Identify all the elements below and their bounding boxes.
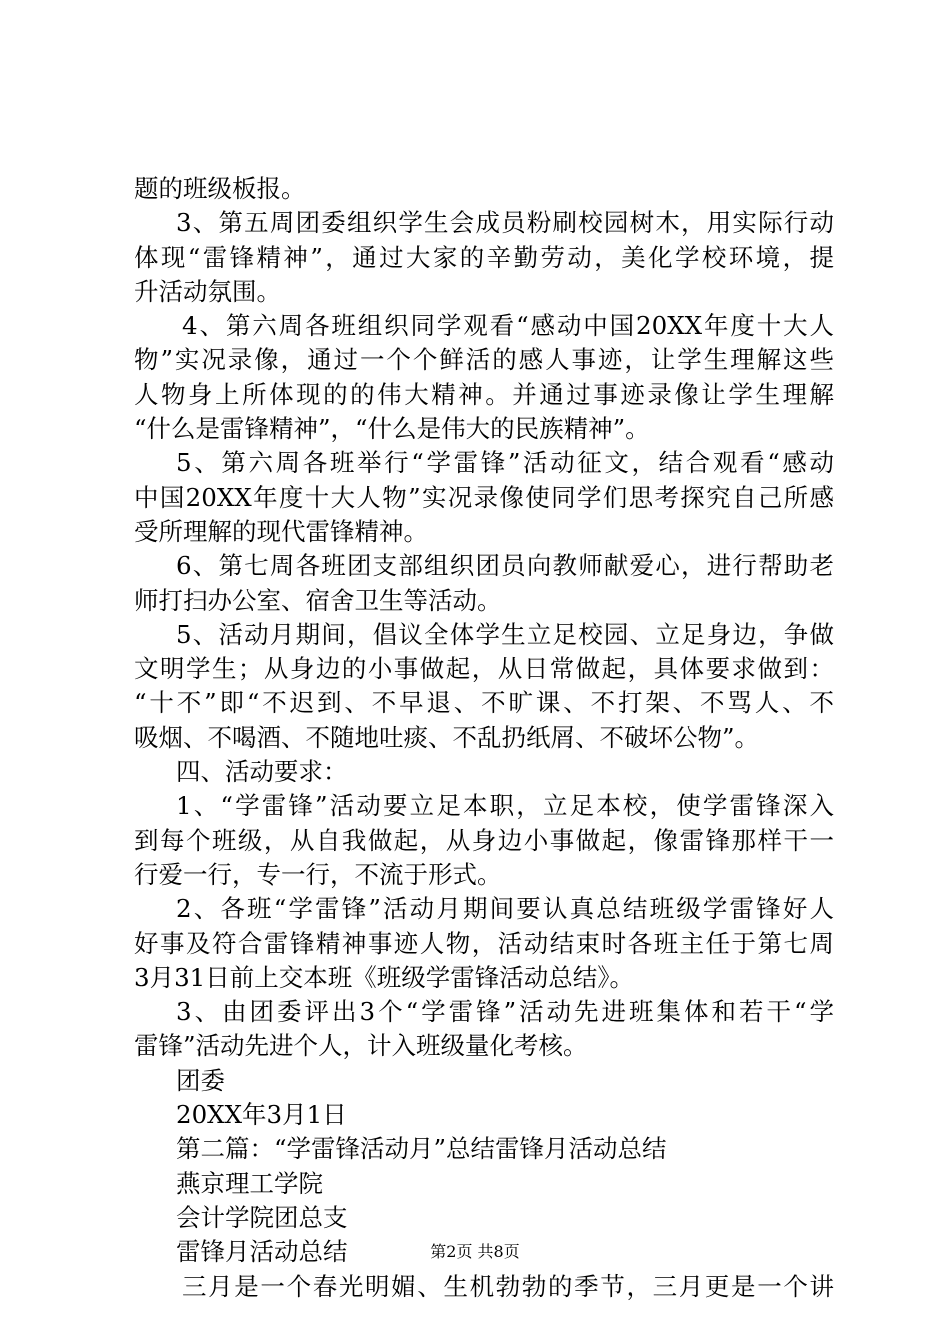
text-line: 5、第六周各班举行“学雷锋”活动征文，结合观看“感动 [176,448,834,478]
text-line: 3、由团委评出3个“学雷锋”活动先进班集体和若干“学 [176,997,834,1027]
text-line: 吸烟、不喝酒、不随地吐痰、不乱扔纸屑、不破坏公物”。 [134,722,760,752]
text-line: 物”实况录像，通过一个个鲜活的感人事迹，让学生理解这些 [134,345,834,375]
text-line: 第二篇：“学雷锋活动月”总结雷锋月活动总结 [176,1134,667,1164]
text-line: 体现“雷锋精神”，通过大家的辛勤劳动，美化学校环境，提 [134,242,834,272]
text-line: 四、活动要求： [176,757,348,787]
page-footer: 第2页 共8页 [430,1242,520,1261]
text-line: “十不”即“不迟到、不早退、不旷课、不打架、不骂人、不 [134,688,834,718]
text-line: 三月是一个春光明媚、生机勃勃的季节，三月更是一个讲 [182,1271,834,1301]
text-line: 雷锋”活动先进个人，计入班级量化考核。 [134,1031,588,1061]
text-line: “什么是雷锋精神”，“什么是伟大的民族精神”。 [134,414,650,444]
text-line: 人物身上所体现的的伟大精神。并通过事迹录像让学生理解 [134,379,834,409]
text-line: 1、“学雷锋”活动要立足本职，立足本校，使学雷锋深入 [176,791,834,821]
text-line: 6、第七周各班团支部组织团员向教师献爱心，进行帮助老 [176,551,834,581]
text-line: 行爱一行，专一行，不流于形式。 [134,859,502,889]
text-line: 3、第五周团委组织学生会成员粉刷校园树木，用实际行动 [176,208,834,238]
text-line: 到每个班级，从自我做起，从身边小事做起，像雷锋那样干一 [134,825,834,855]
text-line: 会计学院团总支 [176,1202,348,1232]
text-line: 受所理解的现代雷锋精神。 [134,516,428,546]
text-line: 4、第六周各班组织同学观看“感动中国20XX年度十大人 [182,311,834,341]
text-line: 2、各班“学雷锋”活动月期间要认真总结班级学雷锋好人 [176,894,834,924]
text-line: 文明学生；从身边的小事做起，从日常做起，具体要求做到： [134,654,834,684]
text-line: 升活动氛围。 [134,276,281,306]
document-body [134,172,834,1304]
text-line: 燕京理工学院 [176,1168,323,1198]
text-line: 3月31日前上交本班《班级学雷锋活动总结》。 [134,962,635,992]
text-line: 5、活动月期间，倡议全体学生立足校园、立足身边，争做 [176,619,834,649]
text-line: 好事及符合雷锋精神事迹人物，活动结束时各班主任于第七周 [134,928,834,958]
text-line: 题的班级板报。 [134,174,306,203]
text-line: 20XX年3月1日 [176,1100,347,1130]
text-line: 团委 [176,1065,225,1095]
text-line: 中国20XX年度十大人物”实况录像使同学们思考探究自己所感 [134,482,834,512]
text-line: 雷锋月活动总结 [176,1237,348,1267]
text-line: 师打扫办公室、宿舍卫生等活动。 [134,585,502,615]
